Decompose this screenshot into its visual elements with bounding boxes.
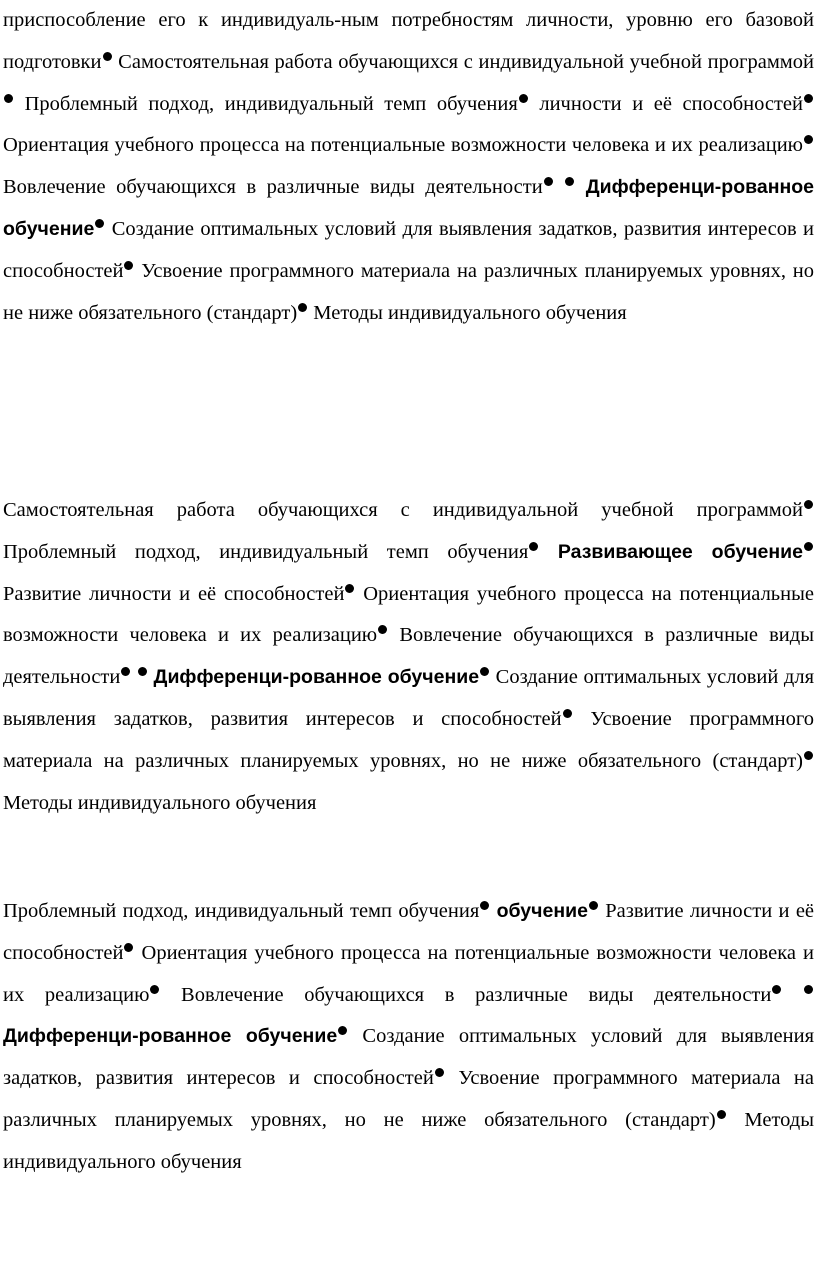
text-run: Усвоение программного материала на различных планируемых уровнях, но не ниже обязательного (стандарт) bbox=[3, 259, 814, 324]
text-run: Ориентация учебного процесса на потенциальные возможности человека и их реализацию bbox=[3, 941, 814, 1006]
bullet-icon bbox=[345, 584, 354, 593]
bold-term: Дифференци-рованное обучение bbox=[3, 176, 815, 240]
text-run bbox=[575, 176, 586, 198]
text-run: Создание оптимальных условий для выявления задатков, развития интересов и способностей bbox=[3, 217, 814, 282]
text-run bbox=[131, 666, 137, 688]
text-run: Вовлечение обучающихся в различные виды деятельности bbox=[160, 983, 772, 1006]
bullet-icon bbox=[772, 985, 781, 994]
text-run: Усвоение программного материала на различных планируемых уровнях, но не ниже обязательного (стандарт) bbox=[3, 1067, 814, 1131]
bullet-icon bbox=[544, 177, 553, 186]
bullet-icon bbox=[480, 901, 489, 910]
bullet-icon bbox=[378, 625, 387, 634]
bullet-icon bbox=[480, 667, 489, 676]
text-run: Проблемный подход, индивидуальный темп обучения bbox=[3, 540, 529, 563]
text-run: Самостоятельная работа обучающихся с индивидуальной учебной программой bbox=[3, 499, 803, 521]
bullet-icon bbox=[103, 52, 112, 61]
bullet-icon bbox=[804, 135, 813, 144]
bold-term: Развивающее обучение bbox=[557, 540, 803, 563]
bullet-icon bbox=[150, 985, 159, 994]
bullet-icon bbox=[804, 751, 813, 760]
bullet-icon bbox=[804, 94, 813, 103]
text-run: Ориентация учебного процесса на потенциальные возможности человека и их реализацию bbox=[3, 582, 814, 647]
text-run: Методы индивидуального обучения bbox=[3, 1108, 814, 1173]
bullet-icon bbox=[589, 901, 598, 910]
text-run: Вовлечение обучающихся в различные виды деятельности bbox=[3, 624, 814, 689]
text-run: Усвоение программного материала на различных планируемых уровнях, но не ниже обязательного (стандарт) bbox=[3, 707, 815, 772]
bullet-icon bbox=[565, 177, 574, 186]
bullet-icon bbox=[435, 1068, 444, 1077]
bullet-icon bbox=[138, 667, 147, 676]
text-run: Самостоятельная работа обучающихся с индивидуальной учебной программой bbox=[112, 50, 814, 73]
text-run bbox=[782, 984, 803, 1006]
bullet-icon bbox=[4, 94, 13, 103]
text-run: Методы индивидуального обучения bbox=[3, 791, 317, 814]
bold-term: Дифференци-рованное обучение bbox=[153, 666, 480, 689]
bullet-icon bbox=[804, 985, 813, 994]
bold-term: обучение bbox=[496, 900, 588, 922]
bullet-icon bbox=[804, 500, 813, 509]
text-run: Развитие личности и её способностей bbox=[3, 900, 815, 964]
text-run bbox=[554, 176, 565, 198]
bullet-icon bbox=[95, 219, 104, 228]
bullet-icon bbox=[519, 94, 528, 103]
text-run: личности и её способностей bbox=[528, 92, 803, 115]
text-run: Развитие личности и её способностей bbox=[3, 582, 345, 605]
text-run: Ориентация учебного процесса на потенциальные возможности человека и их реализацию bbox=[3, 134, 803, 157]
bullet-icon bbox=[717, 1110, 726, 1119]
bullet-icon bbox=[121, 667, 130, 676]
paragraph-3 bbox=[3, 891, 814, 1184]
text-run bbox=[539, 541, 558, 563]
text-run: Вовлечение обучающихся в различные виды деятельности bbox=[3, 176, 543, 199]
bold-term: Дифференци-рованное обучение bbox=[3, 1025, 338, 1048]
text-run: Проблемный подход, индивидуальный темп обучения bbox=[3, 900, 480, 922]
bullet-icon bbox=[124, 943, 133, 952]
bullet-icon bbox=[804, 542, 813, 551]
paragraph-1 bbox=[3, 0, 814, 334]
text-run: Создание оптимальных условий для выявления задатков, развития интересов и способностей bbox=[3, 1025, 814, 1090]
text-run: Проблемный подход, индивидуальный темп обучения bbox=[14, 92, 518, 115]
text-run: приспособление его к индивидуаль-ным потребностям личности, уровню его базовой подготовки bbox=[3, 9, 814, 73]
bullet-icon bbox=[338, 1026, 347, 1035]
text-run: Методы индивидуального обучения bbox=[308, 301, 627, 324]
paragraph-2 bbox=[3, 490, 814, 824]
bullet-icon bbox=[124, 261, 133, 270]
bullet-icon bbox=[563, 709, 572, 718]
bullet-icon bbox=[529, 542, 538, 551]
bullet-icon bbox=[298, 303, 307, 312]
text-run: Создание оптимальных условий для выявления задатков, развития интересов и способностей bbox=[3, 666, 815, 730]
